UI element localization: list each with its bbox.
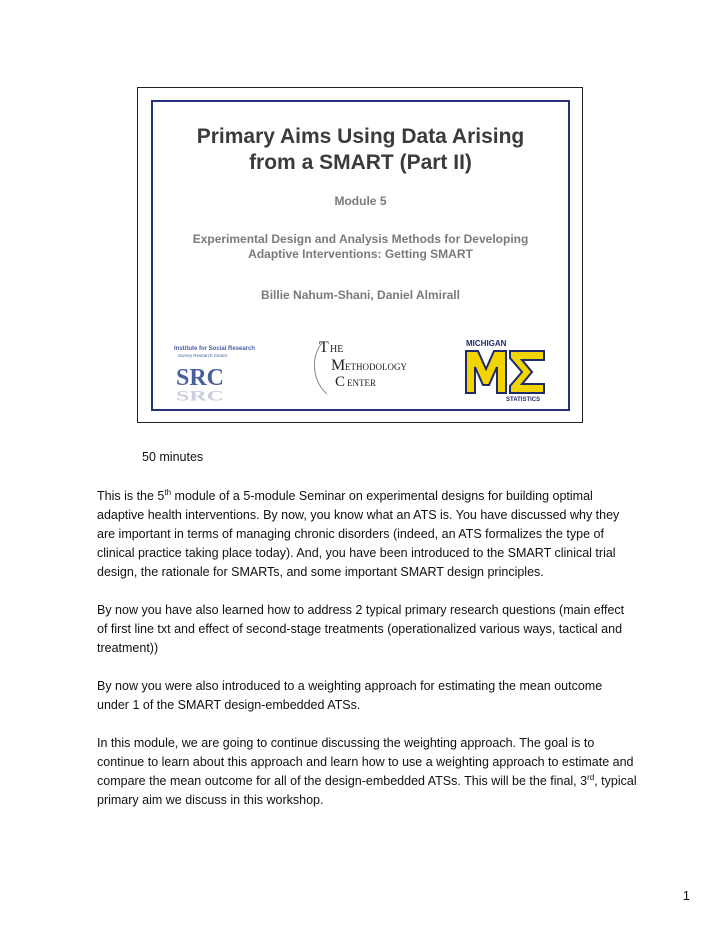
methodology-center-logo [305,334,415,404]
mc-m: M [331,357,346,374]
src-logo-line1: Institute for Social Research [174,346,256,352]
notes-paragraph-2: By now you have also learned how to address 2 typical primary research questions (main effect of first line txt and effect of second-stage treatments (operationalized various ways, tactical and treatment)) [97,603,625,655]
slide-title-line1: Primary Aims Using Data Arising [196,125,525,148]
mi-bottom-text: STATISTICS [506,397,541,403]
src-logo-line2: Survey Research Center [178,353,228,358]
mc-enter: ENTER [347,378,376,388]
speaker-notes [97,487,637,829]
p1-superscript: th [164,488,172,497]
slide-title-line2: from a SMART (Part II) [249,151,472,174]
series-line1: Experimental Design and Analysis Methods for Developing [192,232,529,246]
block-m-shape [466,351,506,393]
page-number: 1 [682,888,690,903]
slide-module: Module 5 [334,194,387,208]
mc-c: C [335,374,346,390]
slide-authors: Billie Nahum-Shani, Daniel Almirall [261,288,460,302]
slide-series-title [173,232,548,262]
p4-text-b: , typical primary aim we discuss in this workshop. [97,774,637,807]
p1-text-b: module of a 5-module Seminar on experimental designs for building optimal adaptive health interventions. By now, you know what an ATS is. You have discussed why they are important in terms of managing chronic disorders (indeed, an ATS formalizes the type of clinical practice taking place today). And, you have been introduced to the SMART clinical trial design, the rationale for SMARTs, and some important SMART design principles. [97,489,620,579]
michigan-statistics-logo [464,339,550,403]
mc-he: HE [330,344,344,355]
notes-paragraph-4 [97,734,637,810]
duration-note: 50 minutes [142,450,204,464]
p4-text-a: In this module, we are going to continue discussing the weighting approach. The goal is to continue to learn about this approach and learn how to use a weighting approach to estimate and compare the mean outcome for all of the design-embedded ATSs. This will be the final, 3 [97,736,634,788]
series-line2: Adaptive Interventions: Getting SMART [248,247,473,261]
notes-paragraph-1 [97,487,637,582]
slide-thumbnail [137,87,583,423]
p1-text-a: This is the 5 [97,489,165,503]
sigma-shape [510,351,544,393]
notes-paragraph-3: By now you were also introduced to a weighting approach for estimating the mean outcome under 1 of the SMART design-embedded ATSs. [97,679,603,712]
p4-superscript: rd [587,773,595,782]
slide-content [151,100,570,411]
slide-title [153,124,568,176]
src-logo-mark: SRC [176,365,225,391]
mc-ethodology: ETHODOLOGY [345,362,407,372]
mi-top-text: MICHIGAN [466,339,507,348]
src-logo [174,344,256,406]
src-logo-reflection: SRC [176,388,224,405]
mc-t: T [319,339,329,356]
